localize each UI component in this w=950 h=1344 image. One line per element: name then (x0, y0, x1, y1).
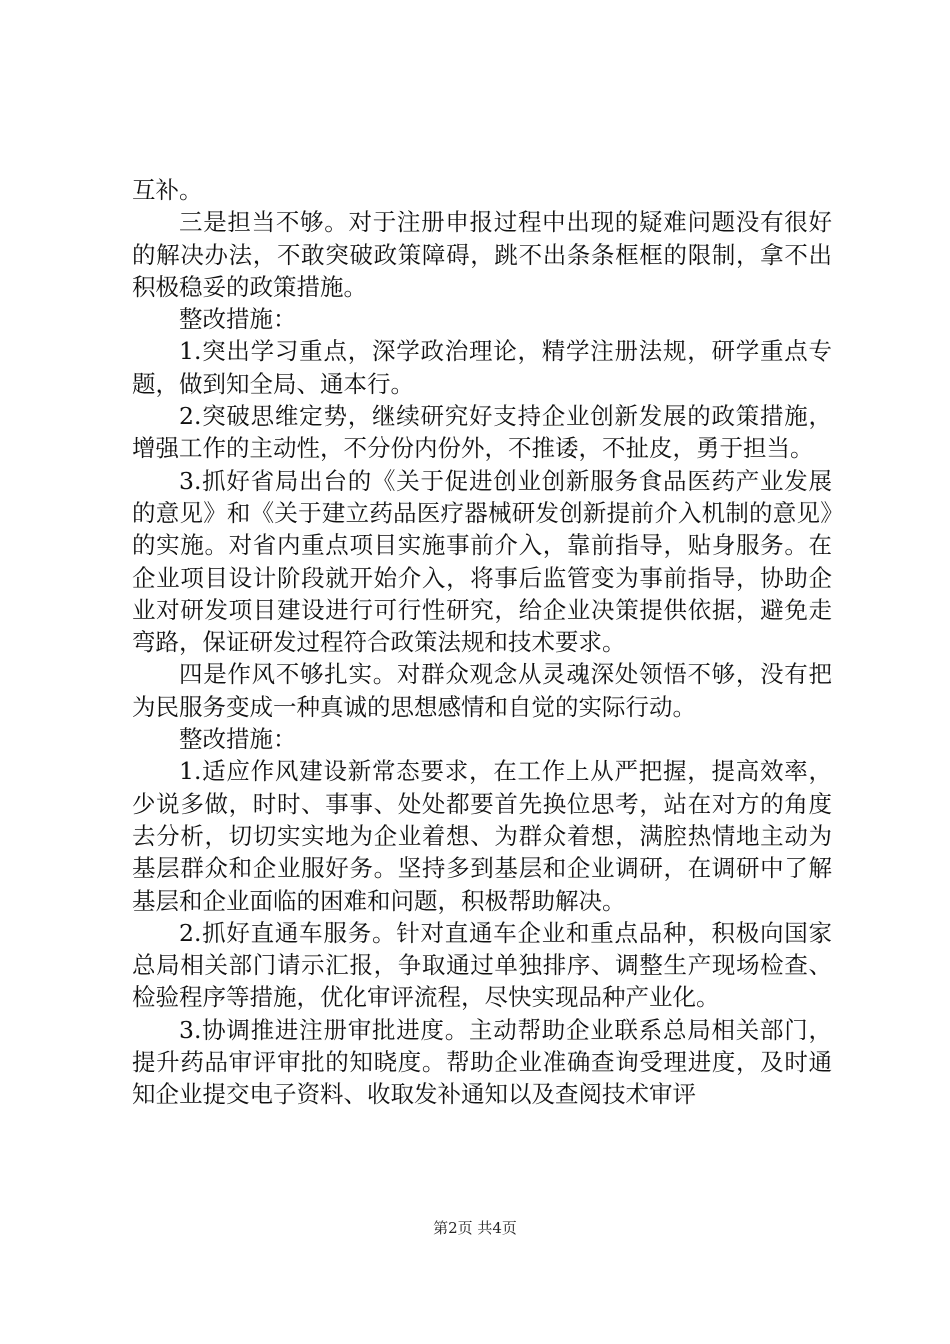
paragraph: 三是担当不够。对于注册申报过程中出现的疑难问题没有很好的解决办法，不敢突破政策障碍，跳不出条条框框的限制，拿不出积极稳妥的政策措施。 (132, 208, 832, 301)
section-heading: 整改措施： (179, 305, 297, 334)
section-heading: 整改措施： (179, 725, 297, 754)
list-item: 3.协调推进注册审批进度。主动帮助企业联系总局相关部门，提升药品审评审批的知晓度。帮助企业准确查询受理进度，及时通知企业提交电子资料、收取发补通知以及查阅技术审评 (132, 1015, 832, 1109)
list-item: 2.抓好直通车服务。针对直通车企业和重点品种，积极向国家总局相关部门请示汇报，争取通过单独排序、调整生产现场检查、检验程序等措施，优化审评流程，尽快实现品种产业化。 (132, 918, 832, 1012)
page-number-footer: 第2页 共4页 (433, 1219, 517, 1237)
paragraph: 四是作风不够扎实。对群众观念从灵魂深处领悟不够，没有把为民服务变成一种真诚的思想感情和自觉的实际行动。 (132, 660, 832, 721)
list-item: 2.突破思维定势，继续研究好支持企业创新发展的政策措施，增强工作的主动性，不分份内份外，不推诿，不扯皮，勇于担当。 (132, 402, 832, 463)
paragraph: 互补。 (132, 176, 203, 204)
list-item: 1.适应作风建设新常态要求，在工作上从严把握，提高效率，少说多做，时时、事事、处处都要首先换位思考，站在对方的角度去分析，切切实实地为企业着想、为群众着想，满腔热情地主动为基层群众和企业服好务。坚持多到基层和企业调研，在调研中了解基层和企业面临的困难和问题，积极帮助解决。 (132, 757, 832, 915)
list-item: 1.突出学习重点，深学政治理论，精学注册法规，研学重点专题，做到知全局、通本行。 (132, 337, 832, 398)
document-body (132, 174, 832, 1111)
list-item: 3.抓好省局出台的《关于促进创业创新服务食品医药产业发展的意见》和《关于建立药品医疗器械研发创新提前介入机制的意见》的实施。对省内重点项目实施事前介入，靠前指导，贴身服务。在企业项目设计阶段就开始介入，将事后监管变为事前指导，协助企业对研发项目建设进行可行性研究，给企业决策提供依据，避免走弯路，保证研发过程符合政策法规和技术要求。 (132, 466, 832, 657)
